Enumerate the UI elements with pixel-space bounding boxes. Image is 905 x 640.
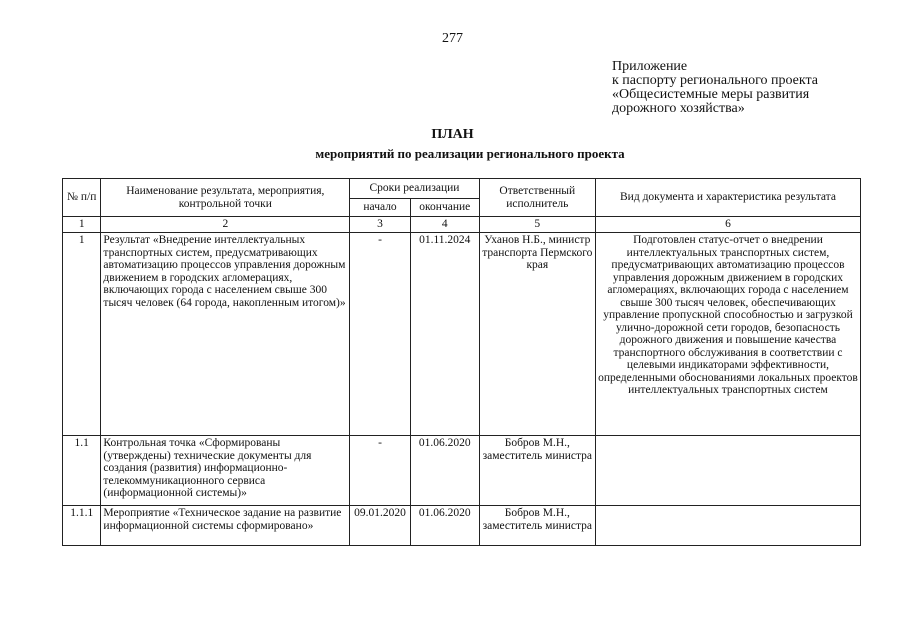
appendix-line: дорожного хозяйства» [612,101,745,116]
cell-end: 01.06.2020 [410,506,479,546]
appendix-line: Приложение [612,59,688,74]
cell-end: 01.11.2024 [410,233,479,436]
cell-num: 1 [63,233,101,436]
column-number: 6 [595,217,860,233]
appendix-note [612,60,818,116]
header-name: Наименование результата, мероприятия, контрольной точки [101,179,350,217]
cell-start: - [350,436,411,506]
cell-doc [595,506,860,546]
column-number-row [63,217,861,233]
header-end: окончание [410,199,479,217]
cell-start: 09.01.2020 [350,506,411,546]
cell-start: - [350,233,411,436]
page-number: 277 [442,31,463,46]
appendix-line: «Общесистемные меры развития [612,87,810,102]
cell-name: Мероприятие «Техническое задание на развитие информационной системы сформировано» [101,506,350,546]
cell-executor: Бобров М.Н., заместитель министра [479,506,595,546]
header-start: начало [350,199,411,217]
table-row [63,506,861,546]
appendix-line: к паспорту регионального проекта [612,73,818,88]
column-number: 4 [410,217,479,233]
cell-name: Контрольная точка «Сформированы (утверждены) технические документы для создания (развития) информационно-телекоммуникационного сервиса (информационной системы)» [101,436,350,506]
column-number: 1 [63,217,101,233]
column-number: 2 [101,217,350,233]
cell-num: 1.1.1 [63,506,101,546]
table-row [63,233,861,436]
cell-executor: Бобров М.Н., заместитель министра [479,436,595,506]
column-number: 3 [350,217,411,233]
header-terms: Сроки реализации [350,179,479,199]
plan-table [62,178,861,546]
column-number: 5 [479,217,595,233]
document-subtitle: мероприятий по реализации регионального проекта [315,146,625,161]
document-title: ПЛАН [431,127,474,142]
header-doc: Вид документа и характеристика результата [595,179,860,217]
cell-num: 1.1 [63,436,101,506]
cell-doc [595,436,860,506]
cell-doc: Подготовлен статус-отчет о внедрении интеллектуальных транспортных систем, предусматривающих автоматизацию процессов управления дорожным движением в городских агломерациях, включающих города с населением свыше 300 тысяч человек, обеспечивающих управление пропускной способностью и загрузкой улично-дорожной сети городов, безопасность дорожного движения и повышение качества транспортного обслуживания в соответствии с целевыми индикаторами эффективности, определенными обоснованиями локальных проектов интеллектуальных транспортных систем [595,233,860,436]
header-executor: Ответственный исполнитель [479,179,595,217]
cell-name: Результат «Внедрение интеллектуальных транспортных систем, предусматривающих автоматизацию процессов управления дорожным движением в городских агломерациях, включающих города с населением свыше 300 тысяч человек (64 города, накопленным итогом)» [101,233,350,436]
cell-end: 01.06.2020 [410,436,479,506]
table-header-row [63,179,861,199]
table-row [63,436,861,506]
header-num: № п/п [63,179,101,217]
cell-executor: Уханов Н.Б., министр транспорта Пермского края [479,233,595,436]
